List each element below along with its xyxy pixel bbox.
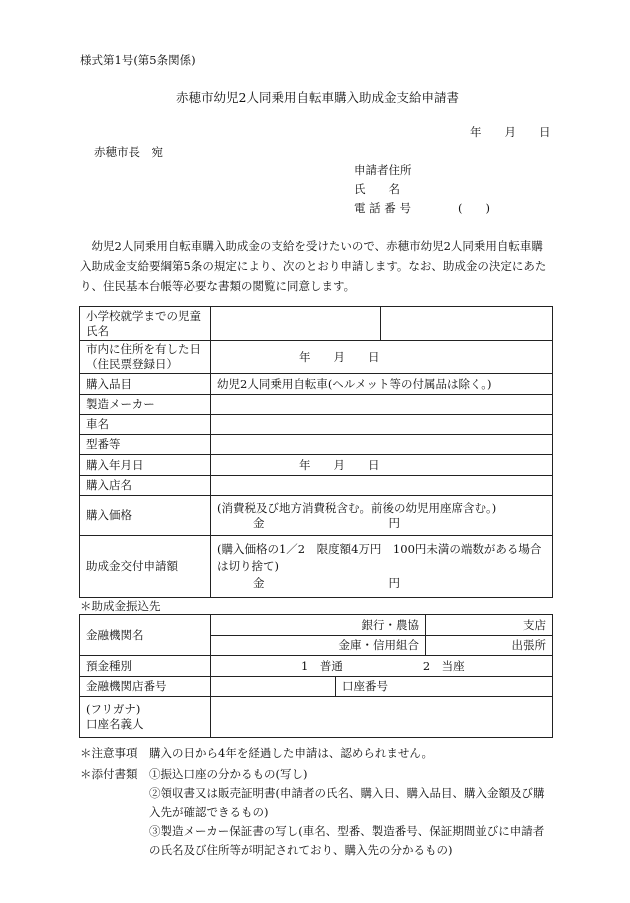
branch-type-1: 支店: [426, 615, 553, 636]
model-label: 車名: [80, 415, 211, 435]
holder-label: (フリガナ) 口座名義人: [80, 697, 211, 738]
date-line: 年 月 日: [470, 125, 551, 139]
item-value: 幼児2人同乗用自転車(ヘルメット等の付属品は除く。): [211, 374, 553, 395]
subsidy-note-2: は切り捨て): [217, 559, 279, 573]
residence-date-field[interactable]: 年 月 日: [211, 341, 553, 374]
application-table: [79, 306, 553, 598]
deposit-option-current[interactable]: 2 当座: [422, 658, 465, 673]
type-field[interactable]: [211, 435, 553, 455]
price-note: (消費税及び地方消費税含む。前後の幼児用座席含む。): [217, 500, 497, 515]
price-label: 購入価格: [80, 496, 211, 536]
attachment-2a: ②領収書又は販売証明書(申請者の氏名、購入日、購入品目、購入金額及び購: [149, 786, 545, 800]
branch-code-field[interactable]: [211, 677, 336, 697]
deposit-options[interactable]: [211, 656, 553, 677]
model-field[interactable]: [211, 415, 553, 435]
shop-label: 購入店名: [80, 476, 211, 496]
bank-type-2: 金庫・信用組合: [211, 636, 426, 656]
caution-label: ＊注意事項: [80, 746, 138, 760]
item-label: 購入品目: [80, 374, 211, 395]
bank-section-label: ＊助成金振込先: [80, 599, 161, 613]
maker-field[interactable]: [211, 395, 553, 415]
document-title: 赤穂市幼児2人同乗用自転車購入助成金支給申請書: [176, 90, 459, 105]
applicant-phone-paren: ( ): [458, 201, 490, 215]
type-label: 型番等: [80, 435, 211, 455]
maker-label: 製造メーカー: [80, 395, 211, 415]
child-name-field-1[interactable]: [211, 307, 381, 341]
attachment-2b: 入先が確認できるもの): [149, 805, 269, 819]
child-name-label: 小学校就学までの児童 氏名: [80, 307, 211, 341]
shop-field[interactable]: [211, 476, 553, 496]
holder-field[interactable]: [211, 697, 553, 738]
bank-type-1: 銀行・農協: [211, 615, 426, 636]
purchase-date-label: 購入年月日: [80, 455, 211, 476]
subsidy-field[interactable]: (購入価格の1／2 限度額4万円 100円未満の端数がある場合 は切り捨て) 金 円: [211, 536, 553, 598]
caution-text: 購入の日から4年を経過した申請は、認められません。: [149, 746, 434, 760]
deposit-option-ordinary[interactable]: 1 普通: [301, 658, 343, 673]
child-name-field-2[interactable]: [381, 307, 553, 341]
deposit-label: 預金種別: [80, 656, 211, 677]
attachment-1: ①振込口座の分かるもの(写し): [149, 767, 308, 781]
applicant-address-label: 申請者住所: [354, 163, 412, 177]
attachment-3a: ③製造メーカー保証書の写し(車名、型番、製造番号、保証期間並びに申請者: [149, 824, 545, 838]
account-no-label: 口座番号: [336, 677, 553, 697]
purchase-date-field[interactable]: 年 月 日: [211, 455, 553, 476]
addressee: 赤穂市長 宛: [94, 145, 163, 159]
residence-date-label: 市内に住所を有した日 （住民票登録日）: [80, 341, 211, 374]
attachments-label: ＊添付書類: [80, 767, 138, 781]
application-statement: 幼児2人同乗用自転車購入助成金の支給を受けたいので、赤穂市幼児2人同乗用自転車購入助成金支給要綱第5条の規定により、次のとおり申請します。なお、助成金の決定にあたり、住民基本台帳等必要な書類の閲覧に同意します。: [80, 239, 547, 293]
form-number: 様式第1号(第5条関係): [80, 53, 196, 67]
applicant-phone-label: 電 話 番 号: [354, 201, 411, 215]
branch-code-label: 金融機関店番号: [80, 677, 211, 697]
attachment-3b: の氏名及び住所等が明記されており、購入先の分かるもの): [149, 843, 453, 857]
price-field[interactable]: (消費税及び地方消費税含む。前後の幼児用座席含む。) 金 円: [211, 496, 553, 536]
subsidy-note-1: (購入価格の1／2 限度額4万円 100円未満の端数がある場合: [217, 542, 542, 556]
subsidy-label: 助成金交付申請額: [80, 536, 211, 598]
bank-table: [79, 614, 553, 738]
branch-type-2: 出張所: [426, 636, 553, 656]
applicant-name-label: 氏 名: [354, 182, 400, 196]
institution-label: 金融機関名: [80, 615, 211, 656]
